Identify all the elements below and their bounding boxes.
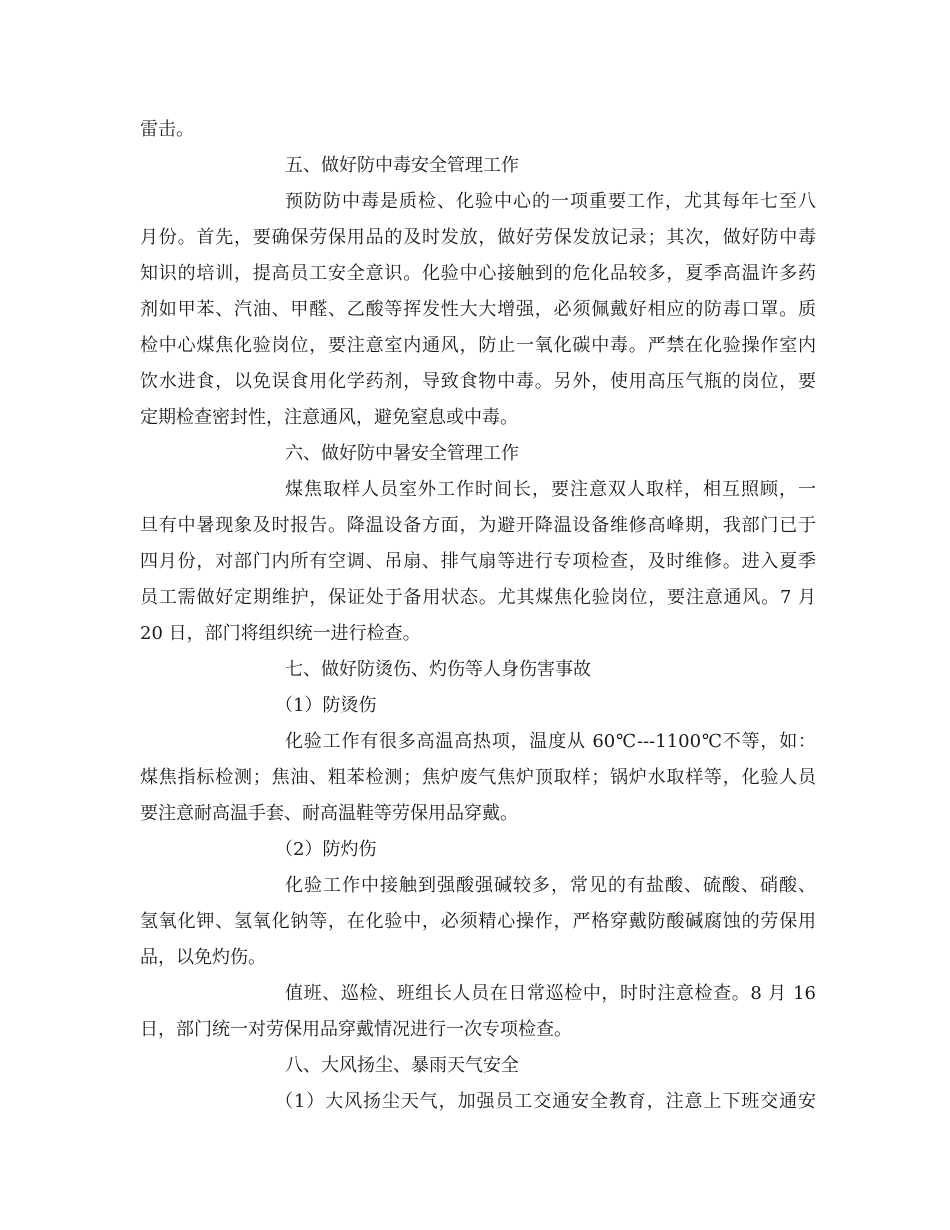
paragraph-first-line: 化验工作中接触到强酸强碱较多，常见的有盐酸、硫酸、硝酸、: [285, 875, 816, 896]
body-line: 饮水进食，以免误食用化学药剂，导致食物中毒。另外，使用高压气瓶的岗位，要: [140, 371, 816, 392]
paragraph-first-line: 煤焦取样人员室外工作时间长，要注意双人取样，相互照顾，一: [285, 479, 816, 500]
document-body: [140, 112, 816, 1120]
section-heading-6: 六、做好防中暑安全管理工作: [285, 443, 519, 464]
body-line: 旦有中暑现象及时报告。降温设备方面，为避开降温设备维修高峰期，我部门已于: [140, 515, 816, 536]
paragraph-first-line: 值班、巡检、班组长人员在日常巡检中，时时注意检查。8 月 16: [285, 983, 816, 1004]
sub-heading-chemical-burn: （2）防灼伤: [275, 839, 377, 860]
section-heading-5: 五、做好防中毒安全管理工作: [285, 155, 519, 176]
body-line: 煤焦指标检测；焦油、粗苯检测；焦炉废气焦炉顶取样；锅炉水取样等，化验人员: [140, 767, 816, 788]
section-heading-8: 八、大风扬尘、暴雨天气安全: [285, 1055, 519, 1076]
sub-heading-burn: （1）防烫伤: [275, 695, 377, 716]
body-line: 品，以免灼伤。: [140, 947, 266, 968]
sub-item-line: （1）大风扬尘天气，加强员工交通安全教育，注意上下班交通安: [275, 1091, 816, 1112]
body-line: 员工需做好定期维护，保证处于备用状态。尤其煤焦化验岗位，要注意通风。7 月: [140, 587, 816, 608]
body-line: 剂如甲苯、汽油、甲醛、乙酸等挥发性大大增强，必须佩戴好相应的防毒口罩。质: [140, 299, 816, 320]
body-line: 检中心煤焦化验岗位，要注意室内通风，防止一氧化碳中毒。严禁在化验操作室内: [140, 335, 816, 356]
body-line: 氢氧化钾、氢氧化钠等，在化验中，必须精心操作，严格穿戴防酸碱腐蚀的劳保用: [140, 911, 816, 932]
paragraph-first-line: 预防防中毒是质检、化验中心的一项重要工作，尤其每年七至八: [285, 191, 816, 212]
body-line: 定期检查密封性，注意通风，避免窒息或中毒。: [140, 407, 518, 428]
body-line: 雷击。: [140, 119, 194, 140]
body-line: 20 日，部门将组织统一进行检查。: [140, 623, 421, 644]
body-line: 月份。首先，要确保劳保用品的及时发放，做好劳保发放记录；其次，做好防中毒: [140, 227, 816, 248]
body-line: 知识的培训，提高员工安全意识。化验中心接触到的危化品较多，夏季高温许多药: [140, 263, 816, 284]
paragraph-first-line: 化验工作有很多高温高热项，温度从 60℃---1100℃不等，如：: [285, 731, 816, 752]
body-line: 四月份，对部门内所有空调、吊扇、排气扇等进行专项检查，及时维修。进入夏季: [140, 551, 816, 572]
body-line: 要注意耐高温手套、耐高温鞋等劳保用品穿戴。: [140, 803, 518, 824]
section-heading-7: 七、做好防烫伤、灼伤等人身伤害事故: [285, 659, 591, 680]
body-line: 日，部门统一对劳保用品穿戴情况进行一次专项检查。: [140, 1019, 572, 1040]
